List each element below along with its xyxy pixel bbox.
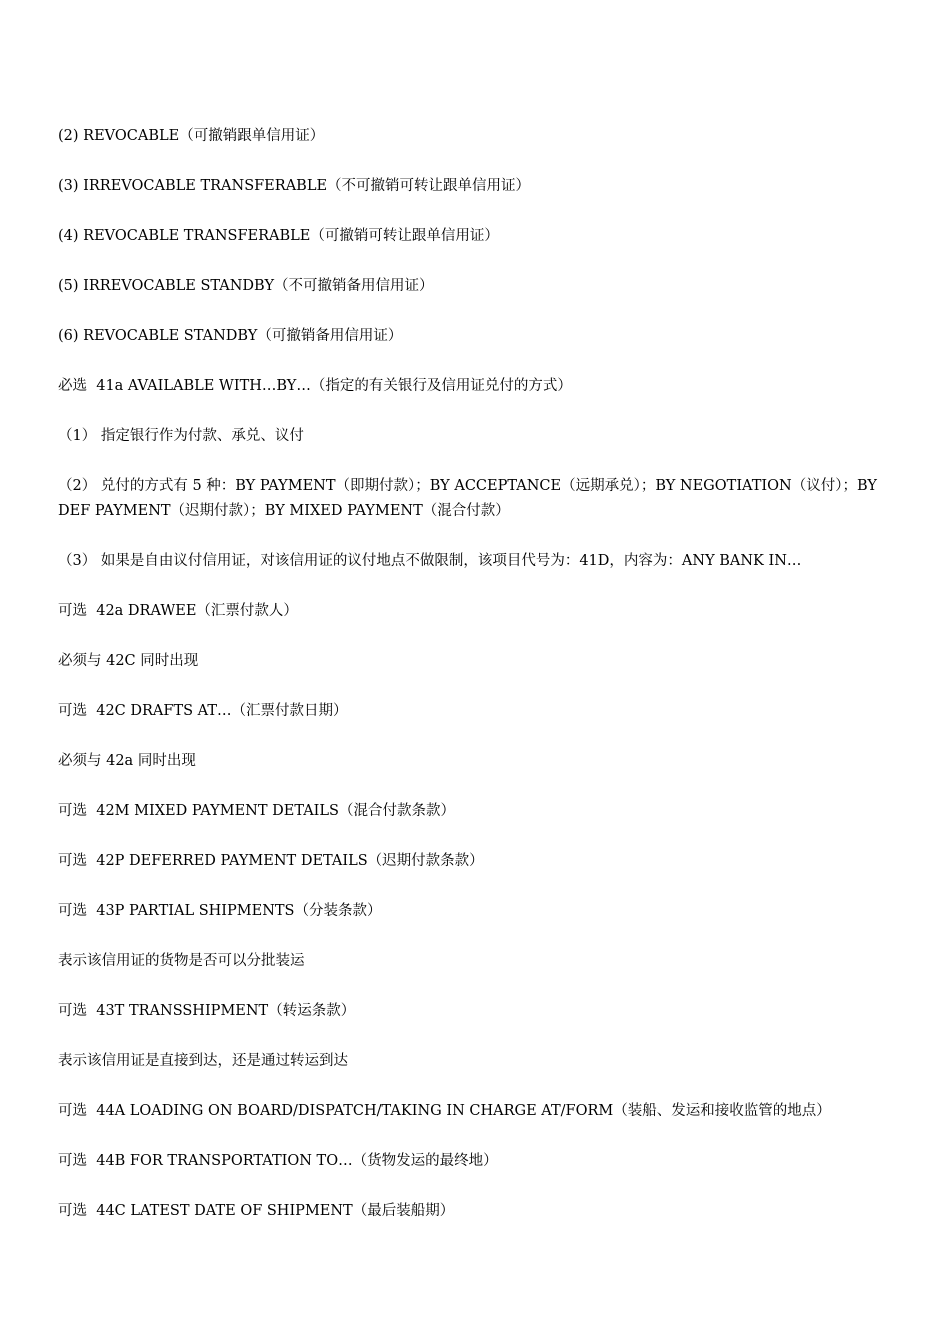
paragraph-44b-transportation-to: 可选 44B FOR TRANSPORTATION TO…（货物发运的最终地） xyxy=(58,1153,498,1169)
paragraph-42a-note: 必须与 42C 同时出现 xyxy=(58,653,199,669)
paragraph-irrevocable-standby: (5) IRREVOCABLE STANDBY（不可撤销备用信用证） xyxy=(58,278,434,294)
paragraph-42m-mixed-payment: 可选 42M MIXED PAYMENT DETAILS（混合付款条款） xyxy=(58,803,455,819)
paragraph-revocable: (2) REVOCABLE（可撤销跟单信用证） xyxy=(58,128,325,144)
paragraph-42a-drawee: 可选 42a DRAWEE（汇票付款人） xyxy=(58,603,298,619)
paragraph-41a-note-2: （2） 兑付的方式有 5 种：BY PAYMENT（即期付款）；BY ACCEPTANCE（远期承兑）；BY NEGOTIATION（议付）；BY DEF PAYMENT（迟期付款）；BY MIXED PAYMENT（混合付款） xyxy=(58,478,882,519)
paragraph-42c-drafts-at: 可选 42C DRAFTS AT…（汇票付款日期） xyxy=(58,703,348,719)
paragraph-irrevocable-transferable: (3) IRREVOCABLE TRANSFERABLE（不可撤销可转让跟单信用证） xyxy=(58,178,531,194)
paragraph-44c-latest-date: 可选 44C LATEST DATE OF SHIPMENT（最后装船期） xyxy=(58,1203,455,1219)
paragraph-41a-available-with: 必选 41a AVAILABLE WITH…BY…（指定的有关银行及信用证兑付的方式） xyxy=(58,378,572,394)
paragraph-42p-deferred-payment: 可选 42P DEFERRED PAYMENT DETAILS（迟期付款条款） xyxy=(58,853,484,869)
paragraph-revocable-standby: (6) REVOCABLE STANDBY（可撤销备用信用证） xyxy=(58,328,403,344)
paragraph-revocable-transferable: (4) REVOCABLE TRANSFERABLE（可撤销可转让跟单信用证） xyxy=(58,228,499,244)
paragraph-43p-partial-shipments: 可选 43P PARTIAL SHIPMENTS（分装条款） xyxy=(58,903,382,919)
paragraph-43t-transshipment: 可选 43T TRANSSHIPMENT（转运条款） xyxy=(58,1003,356,1019)
paragraph-43t-note: 表示该信用证是直接到达，还是通过转运到达 xyxy=(58,1053,348,1069)
paragraph-42c-note: 必须与 42a 同时出现 xyxy=(58,753,196,769)
paragraph-43p-note: 表示该信用证的货物是否可以分批装运 xyxy=(58,953,305,969)
paragraph-41a-note-3: （3） 如果是自由议付信用证，对该信用证的议付地点不做限制，该项目代号为：41D，内容为：ANY BANK IN… xyxy=(58,553,802,569)
paragraph-41a-note-1: （1） 指定银行作为付款、承兑、议付 xyxy=(58,428,304,444)
paragraph-44a-loading-on-board: 可选 44A LOADING ON BOARD/DISPATCH/TAKING IN CHARGE AT/FORM（装船、发运和接收监管的地点） xyxy=(58,1103,831,1119)
